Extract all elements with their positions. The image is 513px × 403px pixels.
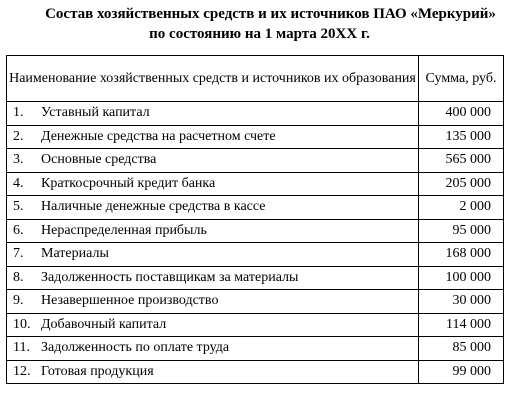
row-name-cell [7, 125, 419, 149]
assets-table [6, 55, 504, 384]
row-name-cell [7, 243, 419, 267]
row-number: 1. [13, 105, 24, 121]
table-row [7, 102, 504, 126]
row-name: Незавершенное производство [41, 293, 219, 309]
table-row [7, 219, 504, 243]
row-name-cell [7, 337, 419, 361]
table-header-row [7, 56, 504, 102]
row-name-cell [7, 149, 419, 173]
row-name-cell [7, 313, 419, 337]
row-sum: 565 000 [419, 149, 504, 173]
row-number: 10. [13, 316, 31, 332]
row-name: Задолженность по оплате труда [41, 340, 230, 356]
table-body [7, 102, 504, 384]
row-number: 2. [13, 128, 24, 144]
table-row [7, 125, 504, 149]
row-number: 11. [13, 340, 30, 356]
row-name: Готовая продукция [41, 363, 154, 379]
table-row [7, 290, 504, 314]
row-number: 12. [13, 363, 31, 379]
table-row [7, 172, 504, 196]
row-name: Уставный капитал [41, 105, 150, 121]
row-sum: 100 000 [419, 266, 504, 290]
row-name-cell [7, 219, 419, 243]
row-name-cell [7, 290, 419, 314]
row-number: 9. [13, 293, 24, 309]
header-sum: Сумма, руб. [419, 56, 504, 102]
row-sum: 205 000 [419, 172, 504, 196]
row-sum: 114 000 [419, 313, 504, 337]
document-title [0, 4, 513, 44]
row-name: Нераспределенная прибыль [41, 222, 207, 238]
table-row [7, 243, 504, 267]
row-number: 8. [13, 269, 24, 285]
title-line-2: по состоянию на 1 марта 20ХХ г. [149, 26, 370, 42]
header-name: Наименование хозяйственных средств и источников их образования [7, 56, 419, 102]
row-number: 3. [13, 152, 24, 168]
table-row [7, 196, 504, 220]
row-name-cell [7, 196, 419, 220]
row-sum: 168 000 [419, 243, 504, 267]
table-row [7, 337, 504, 361]
table-row [7, 360, 504, 384]
row-number: 5. [13, 199, 24, 215]
row-name: Материалы [41, 246, 109, 262]
row-number: 4. [13, 175, 24, 191]
row-name-cell [7, 266, 419, 290]
table-row [7, 149, 504, 173]
title-line-1: Состав хозяйственных средств и их источников ПАО «Меркурий» [45, 6, 496, 22]
table-row [7, 313, 504, 337]
row-name: Денежные средства на расчетном счете [41, 128, 276, 144]
row-number: 6. [13, 222, 24, 238]
row-sum: 30 000 [419, 290, 504, 314]
row-name-cell [7, 172, 419, 196]
row-number: 7. [13, 246, 24, 262]
row-sum: 95 000 [419, 219, 504, 243]
table-row [7, 266, 504, 290]
row-sum: 2 000 [419, 196, 504, 220]
row-name: Добавочный капитал [41, 316, 167, 332]
row-name-cell [7, 360, 419, 384]
row-name: Наличные денежные средства в кассе [41, 199, 266, 215]
row-sum: 400 000 [419, 102, 504, 126]
row-sum: 85 000 [419, 337, 504, 361]
row-sum: 99 000 [419, 360, 504, 384]
row-name: Задолженность поставщикам за материалы [41, 269, 299, 285]
row-name: Краткосрочный кредит банка [41, 175, 216, 191]
row-name-cell [7, 102, 419, 126]
row-name: Основные средства [41, 152, 157, 168]
row-sum: 135 000 [419, 125, 504, 149]
